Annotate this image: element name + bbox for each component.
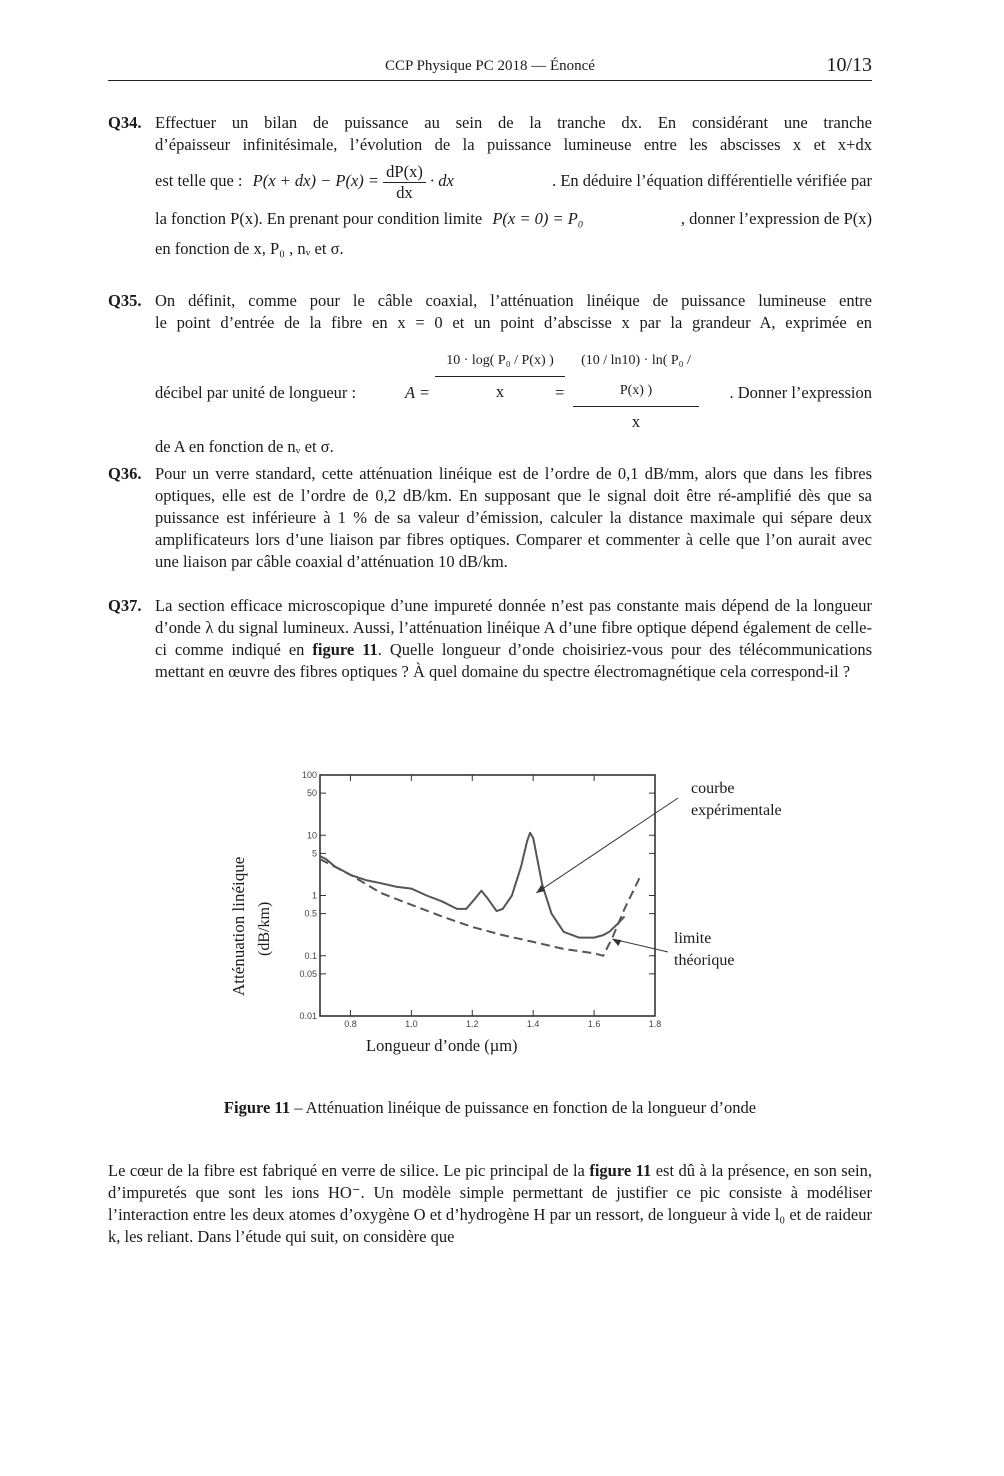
para-text-1: Le cœur de la fibre est fabriqué en verre de silice. Le pic principal de la — [108, 1161, 585, 1180]
annotation-experimental — [691, 778, 782, 822]
series-line-experimental — [320, 833, 625, 938]
q35-eq-num-2: (10 / ln10) · ln( P₀ / P(x) ) — [573, 346, 699, 407]
para-figure-ref: figure 11 — [589, 1161, 652, 1180]
question-number: Q35. — [108, 291, 142, 310]
annotation-theoretical — [674, 928, 734, 972]
series-line-theoretical — [320, 859, 640, 956]
header-title: CCP Physique PC 2018 — Énoncé — [385, 58, 595, 74]
q35-eq-den-2: x — [631, 412, 641, 431]
q35-eq-den-1: x — [495, 382, 505, 401]
x-tick-label-1.4: 1.4 — [526, 1019, 540, 1029]
x-tick-label-1.0: 1.0 — [405, 1019, 418, 1029]
q35-eq-equals: = — [555, 383, 565, 402]
q35-eq-a: A = — [405, 383, 431, 402]
y-tick-label-50: 50 — [306, 788, 317, 799]
y-tick-label-5: 5 — [311, 848, 317, 859]
figure-11 — [220, 760, 820, 1065]
q34-line-4-post: , donner l’expression de P(x) — [680, 209, 872, 228]
q34-eq-tail: · dx — [429, 171, 454, 190]
annotation-experimental-line-2: expérimentale — [691, 802, 782, 819]
y-axis-label — [226, 796, 273, 1006]
q37-text-2: . Quelle longueur d’onde choisiriez-vous pour des télécommunications mettant en œuvre des fibres optiques ? À quel domaine du spectre électromagnétique cela correspond-il ? — [155, 640, 873, 681]
arrowhead-theoretical — [612, 939, 621, 946]
q37-text-1: La section efficace microscopique d’une impureté donnée n’est pas constante mais dépend de la longueur d’onde λ du signal lumineux. Aussi, l’atténuation linéique A d’une fibre optique dépend également de celle-ci comme indiqué en — [155, 596, 872, 659]
q35-line-3-pre: décibel par unité de longueur : — [155, 383, 357, 402]
para-text-2: est dû à la présence, en son sein, d’impuretés que sont les ions HO⁻. Un modèle simple permettant de justifier ce pic consiste à modéliser l’interaction entre les deux atomes d’oxygène O et d’hydrogène H par un ressort, de longueur à vide l₀ et de raideur k, les reliant. Dans l’étude qui suit, on considère que — [108, 1161, 873, 1246]
q34-line-2: d’épaisseur infinitésimale, l’évolution de la puissance lumineuse entre les abscisses x et x+dx — [155, 135, 872, 154]
q34-line-3-pre: est telle que : — [155, 171, 243, 190]
y-tick-label-0.01: 0.01 — [299, 1011, 317, 1021]
q34-eq-left: P(x + dx) − P(x) = — [252, 171, 380, 190]
question-q37 — [108, 595, 872, 683]
y-axis-label-line-1: Atténuation linéique — [229, 856, 248, 996]
q34-eq-den: dx — [396, 182, 413, 202]
y-tick-label-10: 10 — [306, 830, 317, 841]
question-q35 — [108, 290, 872, 458]
x-tick-label-1.8: 1.8 — [648, 1019, 662, 1029]
caption-label: Figure 11 — [223, 1098, 291, 1117]
q37-figure-ref: figure 11 — [312, 640, 378, 659]
y-tick-label-0.05: 0.05 — [299, 968, 317, 979]
y-tick-label-0.5: 0.5 — [304, 908, 317, 919]
annotation-theoretical-line-2: théorique — [674, 952, 735, 969]
q34-eq-num: dP(x) — [383, 162, 426, 183]
caption-text: – Atténuation linéique de puissance en fonction de la longueur d’onde — [290, 1098, 757, 1117]
y-tick-label-1: 1 — [311, 890, 317, 901]
y-tick-label-0.1: 0.1 — [304, 950, 317, 961]
q34-line-1: Effectuer un bilan de puissance au sein de la tranche dx. En considérant une tranche — [155, 113, 872, 132]
y-axis-label-line-2: (dB/km) — [256, 901, 273, 956]
y-tick-label-100: 100 — [301, 770, 317, 780]
chart-ticks — [299, 770, 661, 1029]
question-q34 — [108, 112, 872, 260]
q34-eq-fraction — [383, 162, 426, 203]
q36-text: Pour un verre standard, cette atténuation linéique est de l’ordre de 0,1 dB/mm, alors que dans les fibres optiques, elle est de l’ordre de 0,2 dB/km. En supposant que le signal doit être ré-amplifié dès que sa puissance est inférieure à 1 % de sa valeur d’émission, calculer la distance maximale qui sépare deux amplificateurs lors d’une liaison par fibres optiques. Comparer et commenter à celle que l’on aurait avec une liaison par câble coaxial d’atténuation 10 dB/km. — [155, 464, 872, 571]
q34-line-5: en fonction de x, P₀ , nᵥ et σ. — [155, 239, 344, 258]
question-q36 — [108, 463, 872, 573]
question-number: Q36. — [108, 464, 142, 483]
page-header — [108, 54, 872, 81]
question-number: Q34. — [108, 113, 142, 132]
q35-equation-line — [155, 338, 872, 430]
plot-frame — [320, 775, 655, 1016]
q35-line-2: le point d’entrée de la fibre en x = 0 et un point d’abscisse x par la grandeur A, exprimée en — [155, 313, 872, 332]
q35-line-3-post: . Donner l’expression — [729, 383, 872, 402]
q35-line-1: On définit, comme pour le câble coaxial, l’atténuation linéique de puissance lumineuse entre — [155, 291, 872, 310]
body-paragraph — [108, 1160, 872, 1248]
chart-series — [320, 833, 640, 956]
arrow-experimental — [536, 798, 678, 893]
x-tick-label-1.6: 1.6 — [587, 1019, 601, 1029]
q34-line-4-eq: P(x = 0) = P₀ — [492, 209, 584, 228]
annotation-experimental-line-1: courbe — [691, 780, 735, 797]
x-tick-label-0.8: 0.8 — [344, 1019, 357, 1029]
chart-axes — [320, 775, 655, 1016]
q34-line-3-post: . En déduire l’équation différentielle vérifiée par — [552, 171, 872, 190]
q35-eq-fraction-2 — [573, 346, 699, 437]
question-number: Q37. — [108, 596, 142, 615]
annotation-theoretical-line-1: limite — [674, 930, 712, 947]
q35-eq-num-1: 10 · log( P₀ / P(x) ) — [435, 346, 565, 377]
figure-caption — [108, 1098, 872, 1118]
page-number: 10/13 — [826, 54, 872, 76]
x-axis-label: Longueur d’onde (µm) — [366, 1036, 518, 1055]
q34-line-4-pre: la fonction P(x). En prenant pour condition limite — [155, 209, 483, 228]
q35-eq-fraction-1 — [435, 346, 565, 407]
x-tick-label-1.2: 1.2 — [466, 1019, 479, 1029]
chart-arrows — [536, 798, 678, 952]
q35-line-4: de A en fonction de nᵥ et σ. — [155, 437, 334, 456]
